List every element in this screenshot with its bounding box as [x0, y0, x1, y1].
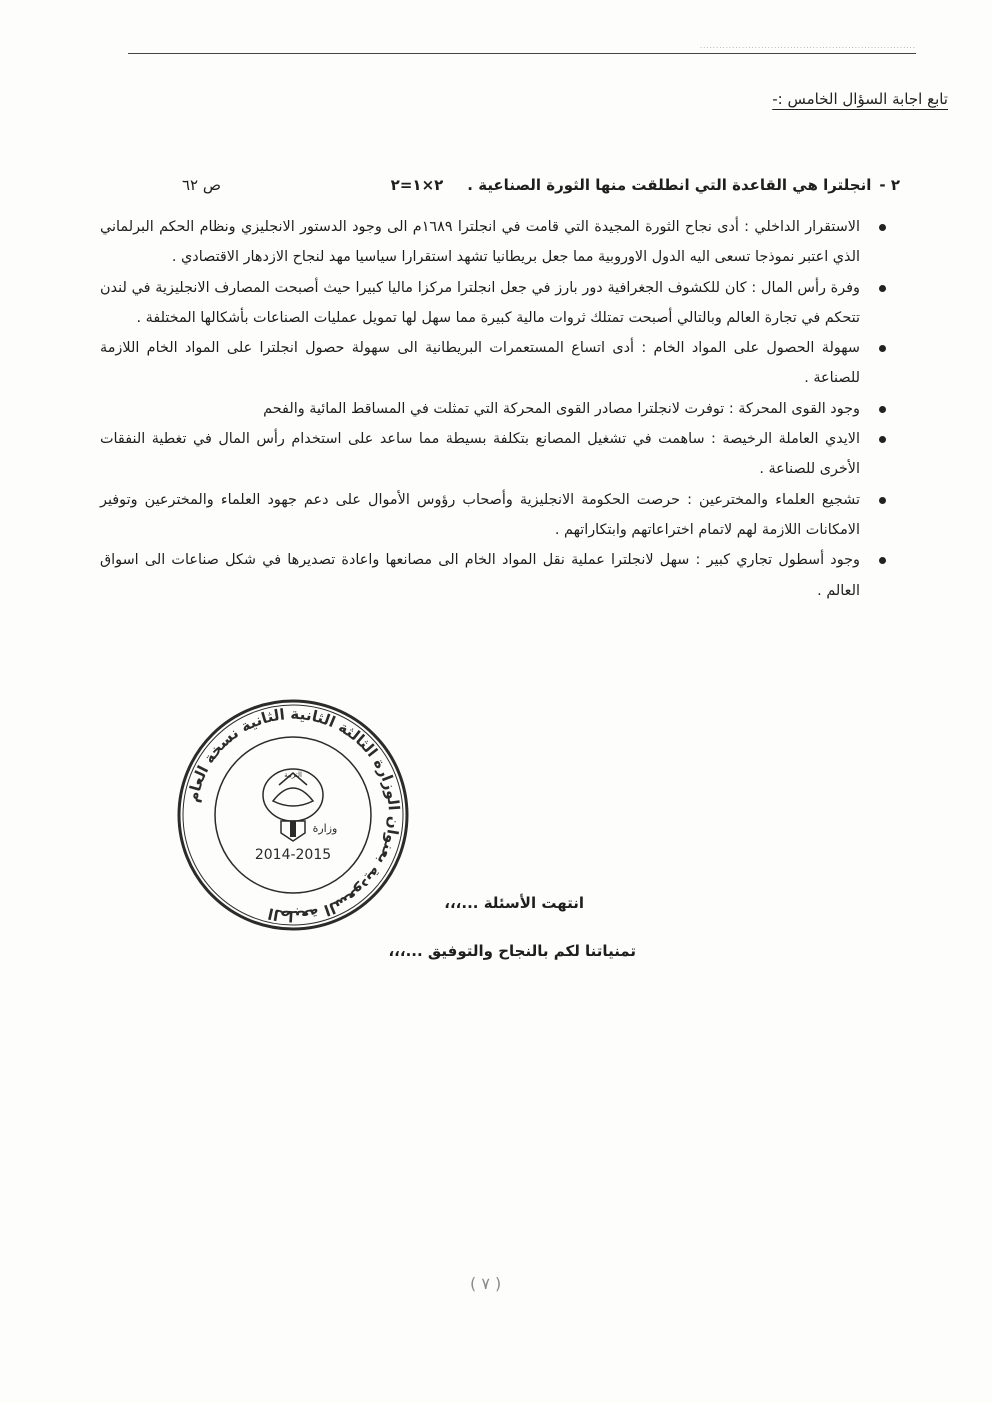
- bullet-icon: [879, 224, 886, 231]
- list-item: [100, 545, 860, 606]
- stamp-dept: التربية: [284, 771, 302, 779]
- list-item: [100, 333, 860, 394]
- list-item: [100, 273, 860, 334]
- list-item-text: وجود أسطول تجاري كبير : سهل لانجلترا عملية نقل المواد الخام الى مصانعها واعادة تصديرها في شكل صناعات الى اسواق العالم .: [100, 552, 860, 599]
- list-item-text: سهولة الحصول على المواد الخام : أدى اتساع المستعمرات البريطانية الى سهولة حصول انجلترا على المواد الخام اللازمة للصناعة .: [100, 340, 860, 387]
- list-item: [100, 485, 860, 546]
- end-text: انتهت الأسئلة ...،،،: [444, 894, 584, 912]
- list-item-text: وفرة رأس المال : كان للكشوف الجغرافية دور بارز في جعل انجلترا مركزا ماليا كبيرا حيث أصبحت المصارف الانجليزية في لندن تتحكم في تجارة العالم وبالتالي أصبحت تمتلك ثروات مالية كبيرة مما سهل لها تمويل عمليات الصناعات بأشكالها المختلفة .: [100, 279, 860, 326]
- answer-list: [100, 212, 860, 606]
- bullet-icon: [879, 345, 886, 352]
- question-number: ٢ -: [879, 176, 900, 194]
- page-number: ( ٧ ): [470, 1274, 502, 1293]
- list-item-text: تشجيع العلماء والمخترعين : حرصت الحكومة الانجليزية وأصحاب رؤوس الأموال على دعم جهود العلماء والمخترعين وتوفير الامكانات اللازمة لهم لاتمام اختراعاتهم وابتكاراتهم .: [100, 491, 860, 538]
- list-item-text: الايدي العاملة الرخيصة : ساهمت في تشغيل المصانع بتكلفة بسيطة مما ساعد على استخدام رأس المال في تغطية النفقات الأخرى للصناعة .: [100, 431, 860, 478]
- bullet-icon: [879, 406, 886, 413]
- question-grade: ٢×١=٢: [390, 176, 444, 194]
- question-line: [110, 176, 900, 194]
- bullet-icon: [879, 497, 886, 504]
- bullet-icon: [879, 557, 886, 564]
- list-item-text: وجود القوى المحركة : توفرت لانجلترا مصادر القوى المحركة التي تمثلت في المساقط المائية والفحم: [263, 400, 860, 417]
- question-page-ref: ص ٦٢: [182, 176, 222, 194]
- stamp-ring-text: الطبعة السعودية بعنوان الوزارة الثالثة الثانية الثانية نسخة العام: [183, 704, 404, 926]
- section-heading: تابع اجابة السؤال الخامس :-: [772, 90, 948, 108]
- wish-text: تمنياتنا لكم بالنجاح والتوفيق ...،،،: [388, 942, 636, 960]
- list-item-text: الاستقرار الداخلي : أدى نجاح الثورة المجيدة التي قامت في انجلترا ١٦٨٩م الى وجود الدستور الانجليزي ونظام الحكم البرلماني الذي اعتبر نموذجا تسعى اليه الدول الاوروبية مما جعل بريطانيا تشهد استقرارا سياسيا مهد لنجاح الازدهار الاقتصادي .: [100, 219, 861, 266]
- header-rule: [128, 53, 916, 54]
- list-item: [100, 424, 860, 485]
- list-item: [100, 394, 860, 424]
- bullet-icon: [879, 285, 886, 292]
- bullet-icon: [879, 436, 886, 443]
- question-text: انجلترا هي القاعدة التي انطلقت منها الثورة الصناعية .: [467, 176, 872, 194]
- list-item: [100, 212, 860, 273]
- stamp-ministry: وزارة: [312, 822, 338, 835]
- ministry-stamp-icon: [175, 697, 411, 933]
- stamp-year: 2014-2015: [254, 847, 332, 863]
- header-faint-text: ...................................................................: [699, 42, 916, 50]
